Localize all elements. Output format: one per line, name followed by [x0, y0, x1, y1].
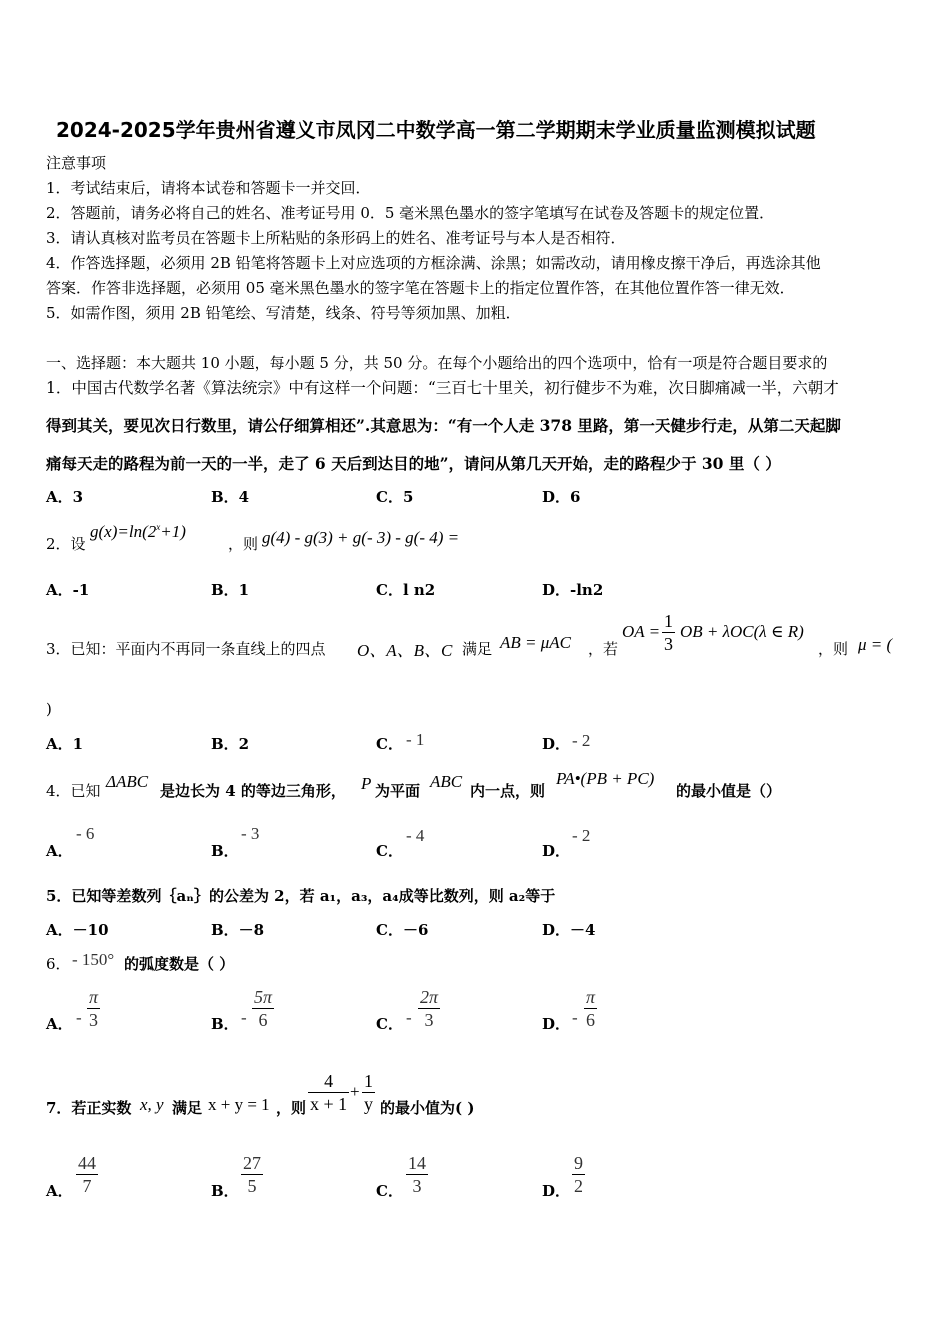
q6-option-a-sign: -	[76, 1008, 82, 1027]
q5-option-a[interactable]: A．－10	[46, 921, 109, 939]
q3-close-paren: )	[46, 700, 52, 718]
q4-option-a[interactable]: A．	[46, 842, 73, 860]
q4-text4: 的最小值是（）	[676, 782, 782, 800]
notice-heading: 注意事项	[46, 154, 107, 172]
q4-abc: ABC	[430, 772, 463, 791]
q4-option-b-value: - 3	[241, 824, 260, 843]
question-5: 5．已知等差数列｛aₙ｝的公差为 2，若 a₁，a₃，a₄成等比数列，则 a₂等于	[46, 887, 556, 905]
q4-option-d[interactable]: D．	[542, 842, 571, 860]
q1-option-b[interactable]: B．4	[211, 488, 250, 506]
q3-option-a[interactable]: A．1	[46, 735, 84, 753]
q7-plus: +	[350, 1082, 360, 1101]
q1-option-c[interactable]: C．5	[376, 488, 414, 506]
q3-then: ，则	[818, 640, 849, 658]
q4-text2: 为平面	[375, 782, 421, 800]
q3-fraction: $\frac{1}{3}$	[664, 611, 673, 654]
page-title: 2024-2025学年贵州省遵义市凤冈二中数学高一第二学期期末学业质量监测模拟试题	[56, 118, 816, 142]
q6-option-b[interactable]: B．	[211, 1015, 239, 1033]
q7-option-a-fraction: $\frac{44}{7}$	[78, 1153, 96, 1196]
q6-option-d-fraction: $\frac{\pi}{6}$	[586, 987, 596, 1030]
q6-text: 的弧度数是（ ）	[124, 955, 235, 973]
q3-prefix: 3．已知：平面内不再同一条直线上的四点	[46, 640, 326, 658]
q7-option-a[interactable]: A．	[46, 1182, 73, 1200]
q6-option-b-fraction: $\frac{5\pi}{6}$	[254, 987, 273, 1030]
q3-eq2-lhs: OA =	[622, 622, 661, 641]
q4-prefix: 4．已知	[46, 782, 101, 800]
q3-eq2-rhs: OB + λOC(λ ∈ R)	[680, 622, 804, 641]
q7-cond: 满足	[172, 1099, 203, 1117]
q2-option-b[interactable]: B．1	[211, 581, 250, 599]
q2-expression: g(4) - g(3) + g(- 3) - g(- 4) =	[262, 528, 460, 547]
q3-option-b[interactable]: B．2	[211, 735, 250, 753]
q3-points: O、A、B、C	[357, 641, 453, 660]
q7-text: 的最小值为( )	[380, 1099, 475, 1117]
q3-option-c-value: - 1	[406, 730, 425, 749]
q4-option-b[interactable]: B．	[211, 842, 239, 860]
notice-item: 3．请认真核对监考员在答题卡上所粘贴的条形码上的姓名、准考证号与本人是否相符．	[46, 229, 626, 247]
notice-item: 4．作答选择题，必须用 2B 铅笔将答题卡上对应选项的方框涂满、涂黑；如需改动，请用橡皮擦干净后，再选涂其他	[46, 254, 821, 272]
q7-prefix: 7．若正实数	[46, 1099, 132, 1117]
q2-connector: ，则	[228, 535, 259, 553]
q7-fraction-1: $\frac{4}{x + 1}$	[310, 1071, 348, 1114]
q4-triangle: ΔABC	[106, 772, 149, 791]
q4-point-p: P	[361, 774, 372, 793]
q7-fraction-2: $\frac{1}{y}$	[364, 1071, 373, 1114]
q6-angle: - 150°	[72, 950, 115, 969]
q2-option-c[interactable]: C．l n2	[376, 581, 436, 599]
q3-option-c[interactable]: C．	[376, 735, 403, 753]
q7-then: ，则	[276, 1099, 307, 1117]
q5-option-d[interactable]: D．－4	[542, 921, 596, 939]
q3-option-d-value: - 2	[572, 731, 591, 750]
notice-item: 5．如需作图，须用 2B 铅笔绘、写清楚，线条、符号等须加黑、加粗．	[46, 304, 521, 322]
q6-prefix: 6．	[46, 955, 71, 973]
q3-mu: μ = (	[858, 635, 893, 654]
q4-option-c-value: - 4	[406, 826, 425, 845]
q4-expression: PA•(PB + PC)	[556, 769, 655, 788]
q3-if: ，若	[588, 640, 619, 658]
q6-option-a-fraction: $\frac{\pi}{3}$	[89, 987, 99, 1030]
q2-function: $g(x)=\ln(2^x+1)$	[90, 522, 186, 541]
q6-option-b-sign: -	[241, 1008, 247, 1027]
q4-text3: 内一点，则	[470, 782, 546, 800]
q1-option-a[interactable]: A．3	[46, 488, 84, 506]
question-1-line: 痛每天走的路程为前一天的一半，走了 6 天后到达目的地”，请问从第几天开始，走的路程少于 30 里（ ）	[46, 454, 781, 473]
q3-eq1: AB = μAC	[500, 633, 571, 652]
q7-option-c[interactable]: C．	[376, 1182, 403, 1200]
q6-option-c-sign: -	[406, 1008, 412, 1027]
q1-option-d[interactable]: D．6	[542, 488, 581, 506]
notice-item: 答案．作答非选择题，必须用 05 毫米黑色墨水的签字笔在答题卡上的指定位置作答，在其他位置作答一律无效．	[46, 279, 795, 297]
question-1-line: 得到其关，要见次日行数里，请公仔细算相还”.其意思为：“有一个人走 378 里路，第一天健步行走，从第二天起脚	[46, 416, 841, 435]
q7-option-c-fraction: $\frac{14}{3}$	[408, 1153, 426, 1196]
q4-option-a-value: - 6	[76, 824, 95, 843]
q4-option-d-value: - 2	[572, 826, 591, 845]
q6-option-c[interactable]: C．	[376, 1015, 403, 1033]
q6-option-c-fraction: $\frac{2\pi}{3}$	[420, 987, 439, 1030]
notice-item: 2．答题前，请务必将自己的姓名、准考证号用 0．5 毫米黑色墨水的签字笔填写在试卷及答题卡的规定位置．	[46, 204, 775, 222]
q6-option-d[interactable]: D．	[542, 1015, 571, 1033]
q6-option-d-sign: -	[572, 1008, 578, 1027]
q7-option-b-fraction: $\frac{27}{5}$	[243, 1153, 261, 1196]
q4-text1: 是边长为 4 的等边三角形，	[160, 782, 346, 800]
q4-option-c[interactable]: C．	[376, 842, 403, 860]
q3-option-d[interactable]: D．	[542, 735, 571, 753]
question-1-line: 1．中国古代数学名著《算法统宗》中有这样一个问题：“三百七十里关，初行健步不为难，次日脚痛减一半，六朝才	[46, 379, 839, 397]
q3-cond: 满足	[462, 640, 493, 658]
q5-option-c[interactable]: C．－6	[376, 921, 429, 939]
q7-vars: x, y	[140, 1095, 164, 1114]
q7-eq: x + y = 1	[208, 1095, 270, 1114]
q2-option-d[interactable]: D．-ln2	[542, 581, 604, 599]
q6-option-a[interactable]: A．	[46, 1015, 73, 1033]
q7-option-d[interactable]: D．	[542, 1182, 571, 1200]
q5-option-b[interactable]: B．－8	[211, 921, 265, 939]
q7-option-d-fraction: $\frac{9}{2}$	[574, 1153, 583, 1196]
notice-item: 1．考试结束后，请将本试卷和答题卡一并交回．	[46, 179, 371, 197]
section-heading: 一、选择题：本大题共 10 小题，每小题 5 分，共 50 分。在每个小题给出的四个选项中，恰有一项是符合题目要求的	[46, 354, 828, 372]
q2-option-a[interactable]: A．-1	[46, 581, 90, 599]
q7-option-b[interactable]: B．	[211, 1182, 239, 1200]
q2-prefix: 2．设	[46, 535, 86, 553]
